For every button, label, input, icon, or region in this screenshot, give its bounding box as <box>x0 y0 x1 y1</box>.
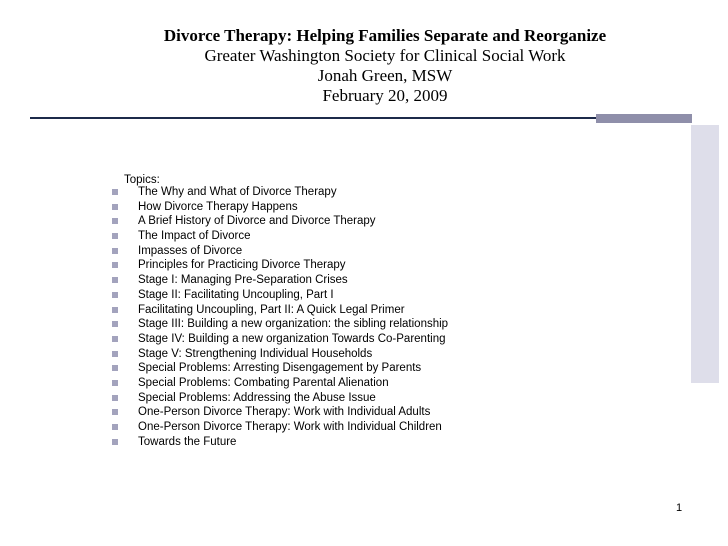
topic-text: A Brief History of Divorce and Divorce Therapy <box>138 215 376 228</box>
topic-text: Special Problems: Addressing the Abuse Issue <box>138 391 376 404</box>
topic-text: One-Person Divorce Therapy: Work with Individual Adults <box>138 406 431 419</box>
square-bullet-icon <box>112 307 118 313</box>
square-bullet-icon <box>112 292 118 298</box>
topic-text: How Divorce Therapy Happens <box>138 200 298 213</box>
topic-text: Principles for Practicing Divorce Therapy <box>138 259 346 272</box>
topic-text: Impasses of Divorce <box>138 244 243 257</box>
title-block <box>40 26 728 106</box>
page-number: 1 <box>676 502 683 514</box>
title-divider <box>30 117 692 119</box>
square-bullet-icon <box>112 189 118 195</box>
topic-text: Facilitating Uncoupling, Part II: A Quick Legal Primer <box>138 303 405 316</box>
presentation-date: February 20, 2009 <box>322 86 448 105</box>
topic-text: One-Person Divorce Therapy: Work with Individual Children <box>138 421 442 433</box>
divider-accent <box>596 114 692 123</box>
square-bullet-icon <box>112 233 118 239</box>
topic-text: Stage V: Strengthening Individual Households <box>138 347 373 360</box>
slide-title: Divorce Therapy: Helping Families Separate and Reorganize <box>163 26 607 45</box>
topics-heading: Topics: <box>124 174 160 186</box>
topic-text: Stage IV: Building a new organization Towards Co-Parenting <box>138 332 446 345</box>
square-bullet-icon <box>112 248 118 254</box>
presenter-name: Jonah Green, MSW <box>317 66 453 85</box>
square-bullet-icon <box>112 409 118 415</box>
topic-text: Stage III: Building a new organization: the sibling relationship <box>138 318 449 331</box>
topic-text: The Why and What of Divorce Therapy <box>138 186 337 198</box>
topic-text: Stage II: Facilitating Uncoupling, Part I <box>138 288 334 301</box>
square-bullet-icon <box>112 218 118 224</box>
square-bullet-icon <box>112 204 118 210</box>
topic-text: Special Problems: Arresting Disengagement by Parents <box>138 362 422 375</box>
square-bullet-icon <box>112 351 118 357</box>
topic-text: Towards the Future <box>138 435 237 448</box>
square-bullet-icon <box>112 395 118 401</box>
square-bullet-icon <box>112 424 118 430</box>
square-bullet-icon <box>112 365 118 371</box>
square-bullet-icon <box>112 262 118 268</box>
square-bullet-icon <box>112 439 118 445</box>
square-bullet-icon <box>112 336 118 342</box>
organization-name: Greater Washington Society for Clinical Social Work <box>204 46 566 65</box>
topic-text: The Impact of Divorce <box>138 230 251 243</box>
square-bullet-icon <box>112 321 118 327</box>
decorative-side-bar <box>691 125 719 383</box>
square-bullet-icon <box>112 380 118 386</box>
topic-text: Special Problems: Combating Parental Alienation <box>138 376 389 389</box>
square-bullet-icon <box>112 277 118 283</box>
topic-text: Stage I: Managing Pre-Separation Crises <box>138 274 348 287</box>
